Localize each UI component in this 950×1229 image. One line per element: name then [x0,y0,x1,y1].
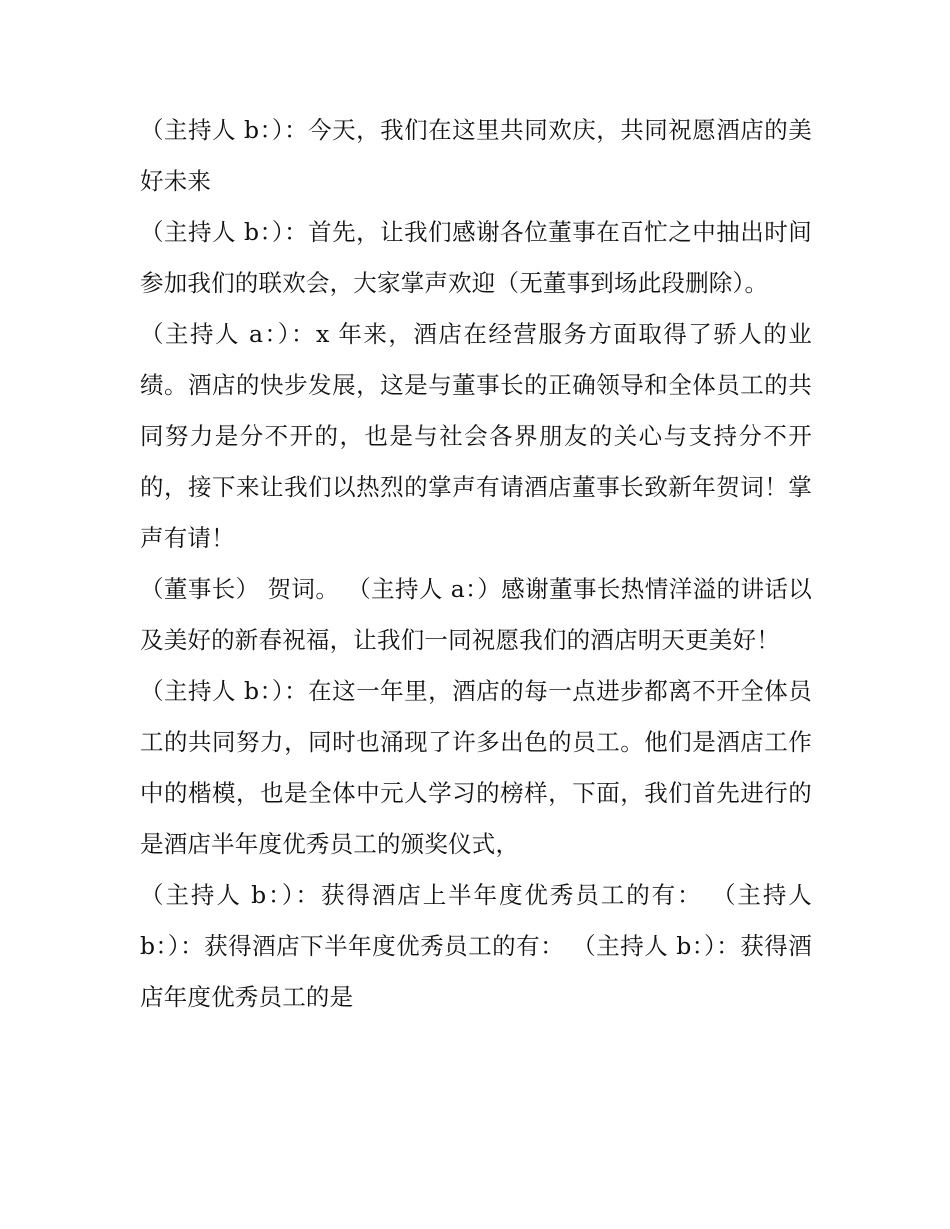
document-body [140,105,812,1023]
paragraph-host-b-thanks-directors: （主持人 b：）：首先，让我们感谢各位董事在百忙之中抽出时间参加我们的联欢会，大家掌声欢迎（无董事到场此段删除）。 [140,218,812,297]
paragraph-host-a-achievements: （主持人 a：）：x 年来，酒店在经营服务方面取得了骄人的业绩。酒店的快步发展，这是与董事长的正确领导和全体员工的共同努力是分不开的，也是与社会各界朋友的关心与支持分不开的，接下来让我们以热烈的掌声有请酒店董事长致新年贺词！掌声有请！ [140,320,812,552]
paragraph-host-b-awards-intro: （主持人 b：）：在这一年里，酒店的每一点进步都离不开全体员工的共同努力，同时也涌现了许多出色的员工。他们是酒店工作中的楷模，也是全体中元人学习的榜样，下面，我们首先进行的是酒店半年度优秀员工的颁奖仪式， [140,677,812,858]
paragraph-host-b-welcome: （主持人 b：）：今天，我们在这里共同欢庆，共同祝愿酒店的美好未来 [140,116,812,195]
paragraph-host-b-award-winners: （主持人 b：）：获得酒店上半年度优秀员工的有： （主持人 b：）：获得酒店下半年度优秀员工的有： （主持人 b：）：获得酒店年度优秀员工的是 [140,881,812,1011]
paragraph-chairman-speech: （董事长） 贺词。 （主持人 a：）感谢董事长热情洋溢的讲话以及美好的新春祝福，让我们一同祝愿我们的酒店明天更美好！ [140,575,812,654]
